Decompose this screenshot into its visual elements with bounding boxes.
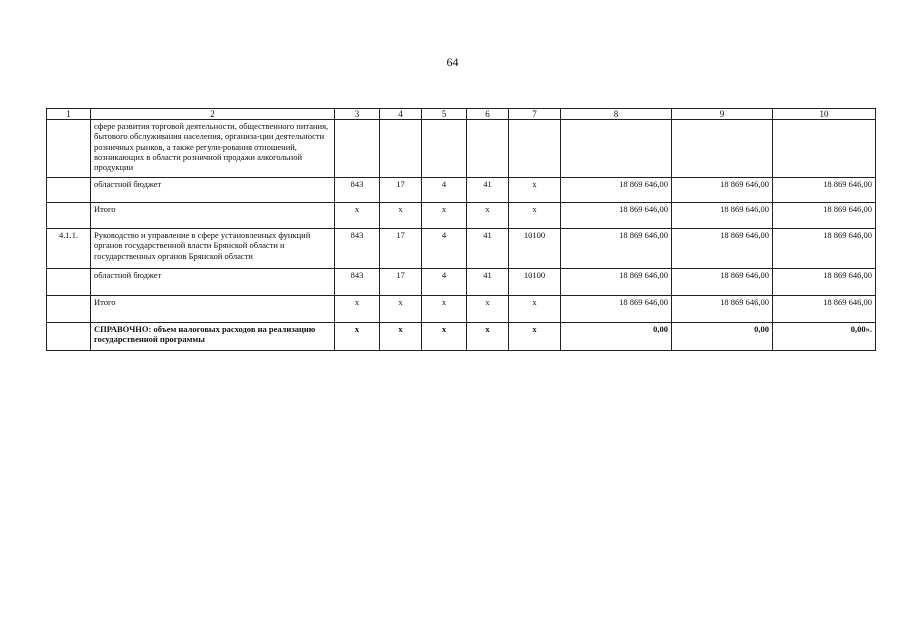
cell-c3: х: [335, 323, 380, 351]
cell-c6: 41: [467, 269, 509, 296]
row-number-cell: [47, 203, 91, 229]
header-cell: 9: [672, 109, 773, 120]
budget-table: [46, 108, 876, 351]
row-number-cell: [47, 178, 91, 203]
table-header-row: [47, 109, 876, 120]
cell-c9: [672, 120, 773, 178]
row-name-cell: Итого: [91, 296, 335, 323]
cell-c9: 18 869 646,00: [672, 269, 773, 296]
cell-c5: х: [422, 296, 467, 323]
row-number-cell: [47, 323, 91, 351]
row-number-cell: [47, 269, 91, 296]
table-row: [47, 296, 876, 323]
cell-c7: 10100: [509, 269, 561, 296]
header-cell: 6: [467, 109, 509, 120]
cell-c6: х: [467, 203, 509, 229]
cell-c10: 18 869 646,00: [773, 203, 876, 229]
cell-c4: х: [380, 203, 422, 229]
cell-c7: х: [509, 178, 561, 203]
row-name-cell: областной бюджет: [91, 178, 335, 203]
cell-c8: 0,00: [561, 323, 672, 351]
table-row: [47, 269, 876, 296]
cell-c7: х: [509, 203, 561, 229]
cell-c4: 17: [380, 178, 422, 203]
cell-c7: х: [509, 296, 561, 323]
cell-c6: х: [467, 323, 509, 351]
cell-c8: [561, 120, 672, 178]
cell-c10: 18 869 646,00: [773, 296, 876, 323]
cell-c4: [380, 120, 422, 178]
header-cell: 7: [509, 109, 561, 120]
header-cell: 3: [335, 109, 380, 120]
table-row: [47, 229, 876, 269]
cell-c10: 18 869 646,00: [773, 269, 876, 296]
header-cell: 8: [561, 109, 672, 120]
row-name-cell: областной бюджет: [91, 269, 335, 296]
cell-c3: 843: [335, 269, 380, 296]
cell-c5: х: [422, 203, 467, 229]
cell-c7: 10100: [509, 229, 561, 269]
cell-c6: 41: [467, 178, 509, 203]
cell-c3: х: [335, 296, 380, 323]
page-number: 64: [446, 55, 459, 69]
cell-c8: 18 869 646,00: [561, 178, 672, 203]
table-row: [47, 323, 876, 351]
row-name-cell: сфере развития торговой деятельности, общественного питания, бытового обслуживания населения, организа-ции деятельности розничных рынков, а также регули-рования отношений, возникающих в области розничной продажи алкогольной продукции: [91, 120, 335, 178]
cell-c4: 17: [380, 269, 422, 296]
cell-c9: 18 869 646,00: [672, 203, 773, 229]
cell-c10: 0,00».: [773, 323, 876, 351]
row-number-cell: [47, 120, 91, 178]
cell-c5: 4: [422, 178, 467, 203]
row-number-cell: [47, 296, 91, 323]
header-cell: 1: [47, 109, 91, 120]
cell-c6: х: [467, 296, 509, 323]
cell-c9: 18 869 646,00: [672, 296, 773, 323]
cell-c8: 18 869 646,00: [561, 203, 672, 229]
cell-c8: 18 869 646,00: [561, 296, 672, 323]
cell-c7: [509, 120, 561, 178]
row-name-cell: Итого: [91, 203, 335, 229]
table-row: [47, 203, 876, 229]
header-cell: 4: [380, 109, 422, 120]
cell-c5: [422, 120, 467, 178]
cell-c6: [467, 120, 509, 178]
header-cell: 2: [91, 109, 335, 120]
cell-c4: х: [380, 323, 422, 351]
row-name-cell: СПРАВОЧНО: объем налоговых расходов на реализацию государственной программы: [91, 323, 335, 351]
cell-c5: 4: [422, 269, 467, 296]
cell-c10: [773, 120, 876, 178]
row-name-cell: Руководство и управление в сфере установленных функций органов государственной власти Брянской области и государственных органов Брянской области: [91, 229, 335, 269]
header-cell: 10: [773, 109, 876, 120]
cell-c9: 0,00: [672, 323, 773, 351]
cell-c4: 17: [380, 229, 422, 269]
cell-c7: х: [509, 323, 561, 351]
cell-c9: 18 869 646,00: [672, 178, 773, 203]
cell-c5: х: [422, 323, 467, 351]
cell-c9: 18 869 646,00: [672, 229, 773, 269]
cell-c3: 843: [335, 229, 380, 269]
cell-c10: 18 869 646,00: [773, 178, 876, 203]
header-cell: 5: [422, 109, 467, 120]
table-row: [47, 178, 876, 203]
cell-c3: [335, 120, 380, 178]
row-number-cell: 4.1.1.: [47, 229, 91, 269]
table-row: [47, 120, 876, 178]
cell-c5: 4: [422, 229, 467, 269]
cell-c8: 18 869 646,00: [561, 269, 672, 296]
cell-c3: 843: [335, 178, 380, 203]
cell-c10: 18 869 646,00: [773, 229, 876, 269]
cell-c8: 18 869 646,00: [561, 229, 672, 269]
cell-c3: х: [335, 203, 380, 229]
cell-c6: 41: [467, 229, 509, 269]
cell-c4: х: [380, 296, 422, 323]
